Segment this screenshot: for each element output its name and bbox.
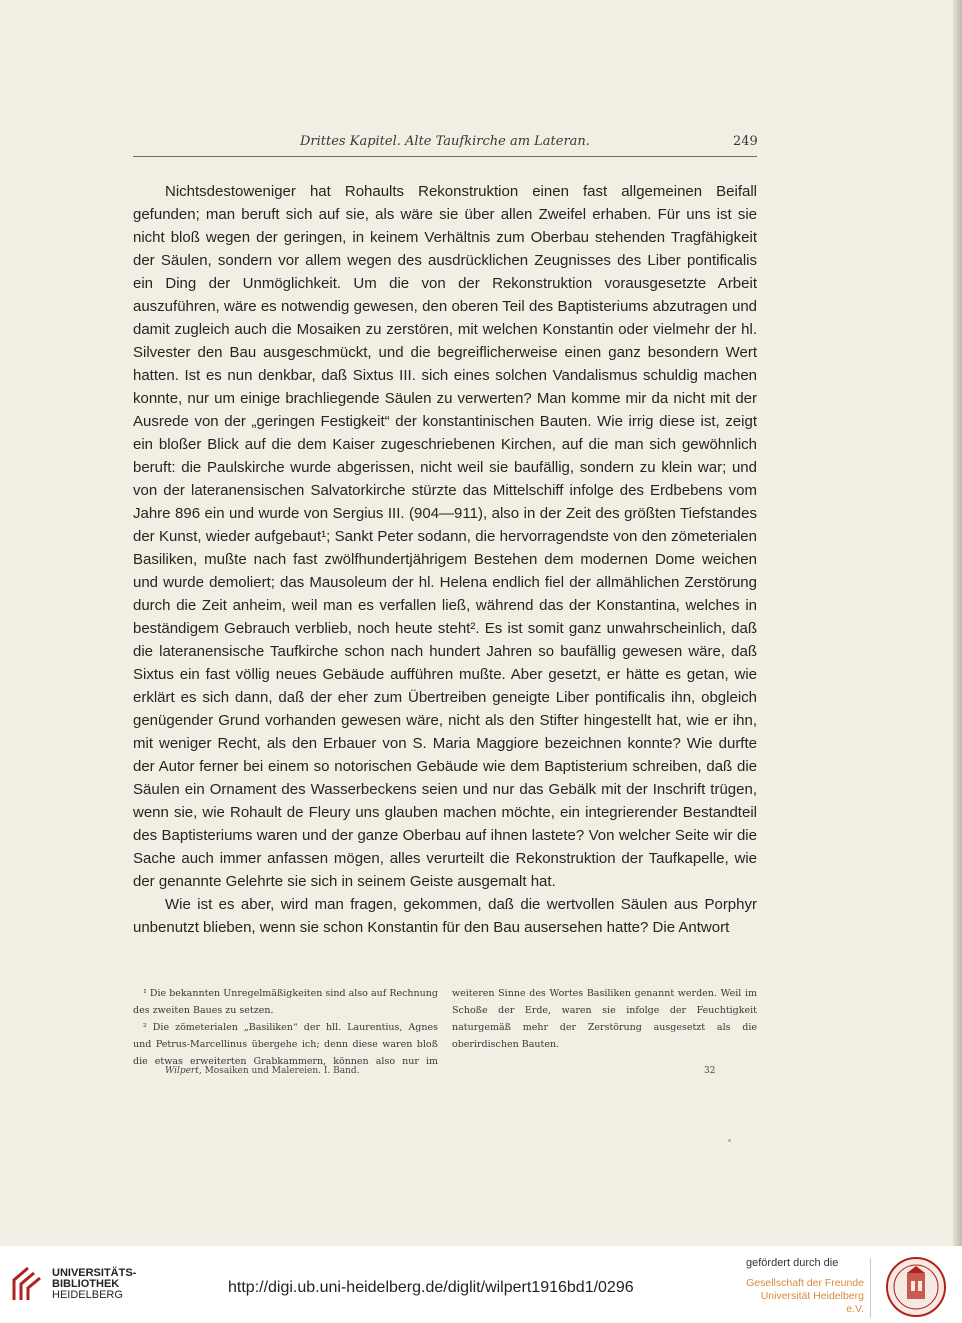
- page-number: 249: [733, 134, 758, 149]
- signature-number: 32: [704, 1066, 716, 1076]
- footnote-1: ¹ Die bekannten Unregelmäßigkeiten sind also auf Rechnung des zweiten Baues zu setzen.: [133, 988, 438, 1016]
- paragraph-2: Wie ist es aber, wird man fragen, gekommen, daß die wertvollen Säulen aus Porphyr unbenutzt blieben, wenn sie schon Konstantin für den Bau ausersehen hatte? Die Antwort: [133, 896, 757, 936]
- digitization-footer: [0, 1246, 962, 1323]
- sponsor-divider: [870, 1258, 871, 1318]
- book-spine-shadow: [953, 0, 962, 1246]
- permalink-url[interactable]: http://digi.ub.uni-heidelberg.de/diglit/wilpert1916bd1/0296: [228, 1279, 634, 1296]
- body-text: [133, 180, 757, 939]
- sponsor-name[interactable]: [746, 1277, 864, 1316]
- sponsor-label: gefördert durch die: [746, 1257, 839, 1269]
- paper-speck: [728, 1139, 731, 1142]
- signature-title: Mosaiken und Malereien. I. Band.: [204, 1066, 360, 1076]
- running-head: Drittes Kapitel. Alte Taufkirche am Lateran.: [300, 134, 590, 149]
- header-rule: [133, 156, 757, 157]
- footnotes: [133, 985, 757, 1070]
- library-name-line-1: UNIVERSITÄTS-: [52, 1267, 137, 1279]
- signature-author: Wilpert,: [165, 1066, 202, 1076]
- library-name-line-2: BIBLIOTHEK: [52, 1278, 120, 1290]
- library-name-line-3: HEIDELBERG: [52, 1289, 123, 1301]
- footnote-2: ² Die zömeterialen „Basiliken“ der hll. Laurentius, Agnes und Petrus-Marcellinus übergehe ich; denn diese waren bloß die etwas erweiterten Grabkammern, können also nur im weiteren Sinne des Wortes Basiliken genannt werden. Weil im Schoße der Erde, waren sie infolge der Feuchtigkeit naturgemäß mehr der Zerstörung ausgesetzt als die oberirdischen Bauten.: [133, 988, 757, 1067]
- university-library-name[interactable]: [52, 1268, 136, 1301]
- university-library-logo-icon[interactable]: [10, 1264, 46, 1304]
- paragraph-1: Nichtsdestoweniger hat Rohaults Rekonstruktion einen fast allgemeinen Beifall gefunden; man beruft sich auf sie, als wäre sie über allen Zweifel erhaben. Für uns ist sie nicht bloß wegen der geringen, in keinem Verhältnis zum Oberbau stehenden Tragfähigkeit der Säulen, sondern vor allem wegen des ausdrücklichen Zeugnisses des Liber pontificalis ein Ding der Unmöglichkeit. Um die von der Rekonstruktion vorausgesetzte Arbeit auszuführen, wäre es notwendig gewesen, den oberen Teil des Baptisteriums abzutragen und damit zugleich auch die Mosaiken zu zerstören, mit welchen Konstantin oder vielmehr der hl. Silvester den Bau ausgeschmückt, und die begreiflicherweise einen ganz besondern Wert hatten. Ist es nun denkbar, daß Sixtus III. sich eines solchen Vandalismus schuldig machen konnte, nur um einige brachliegende Säulen zu verwerten? Man komme mir da nicht mit der Ausrede von der „geringen Festigkeit“ der konstantinischen Bauten. Wie irrig diese ist, zeigt ein bloßer Blick auf die dem Kaiser zugeschriebenen Kirchen, auf die man sich gewöhnlich beruft: die Paulskirche wurde abgerissen, nicht weil sie baufällig, sondern zu klein war; und von der lateranensischen Salvatorkirche stürzte das Mittelschiff infolge des Erdbebens vom Jahre 896 ein und wurde von Sergius III. (904—911), also in der Zeit des größten Tiefstandes der Kunst, wieder aufgebaut¹; Sankt Peter sodann, die hervorragendste von den zömeterialen Basiliken, mußte nach fast zwölfhundertjährigem Bestehen dem modernen Dome weichen und wurde demoliert; das Mausoleum der hl. Helena endlich fiel der allmählichen Zerstörung durch die Zeit anheim, weil man es verfallen ließ, während das der Konstantina, welches in beständigem Gebrauch verblieb, noch heute steht². Es ist somit ganz unwahrscheinlich, daß die lateranensische Taufkirche schon nach hundert Jahren so baufällig gewesen wäre, daß Sixtus ein fast völlig neues Gebäude aufführen mußte. Aber gesetzt, er hätte es getan, wie erklärt es sich dann, daß der eher zum Übertreiben geneigte Liber pontificalis ihn, obgleich genügender Grund vorhanden gewesen wäre, nicht als den Stifter hingestellt hat, wie er ihn, mit weniger Recht, als den Erbauer von S. Maria Maggiore bezeichnen konnte? Wie durfte der Autor ferner bei einem so notorischen Gebäude wie dem Baptisterium schreiben, daß die Säulen ein Ornament des Wasserbeckens seien und nur das Gebälk mit der Inschrift trügen, wenn sie, wie Rohault de Fleury uns glauben machen möchte, ein integrierender Bestandteil des Baptisteriums waren und der ganze Oberbau auf ihnen lastete? Von welcher Seite wir die Sache auch immer anfassen mögen, alles verurteilt die Rekonstruktion der Taufkapelle, wie der genannte Gelehrte sie sich in seinem Geiste ausgemalt hat.: [133, 183, 757, 890]
- sponsor-name-line-1: Gesellschaft der Freunde: [746, 1277, 864, 1289]
- printer-signature: [165, 1066, 360, 1076]
- sponsor-name-line-2: Universität Heidelberg e.V.: [760, 1290, 864, 1315]
- university-seal-icon: [880, 1256, 952, 1318]
